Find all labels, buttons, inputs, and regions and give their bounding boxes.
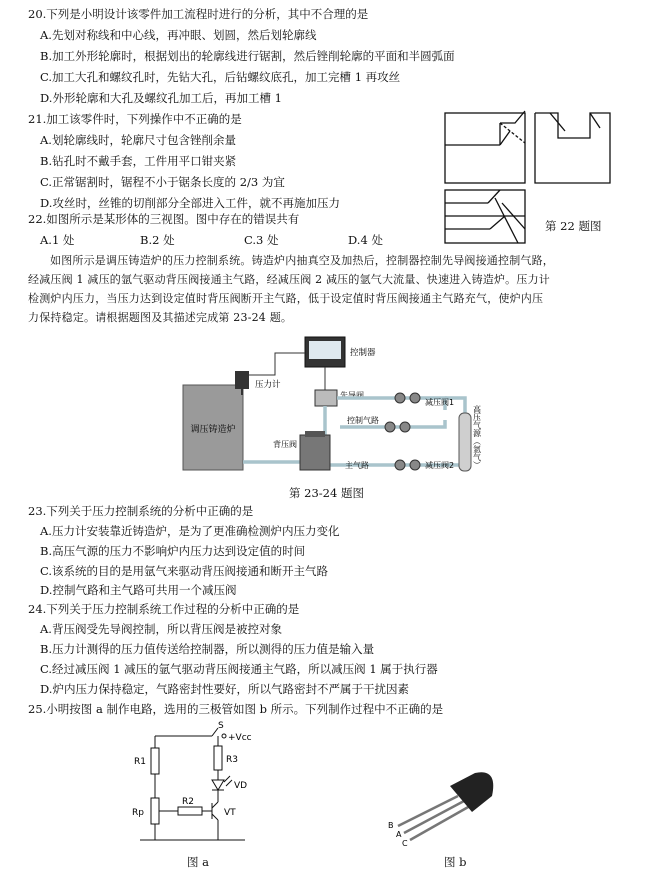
q24-option-b: B.压力计测得的压力值传送给控制器，所以测得的压力值是输入量: [40, 642, 375, 656]
passage-line-3: 检测炉内压力，当压力达到设定值时背压阀断开主气路，低于设定值时背压阀接通主气路充气，使炉内压: [28, 292, 544, 305]
q22-option-d: D.4 处: [348, 233, 383, 247]
r1-label: R1: [134, 757, 146, 767]
circuit-caption: 图 a: [187, 855, 210, 869]
pin-b-label: B: [388, 821, 394, 830]
reducer2-label: 减压阀2: [425, 461, 455, 470]
passage-line-4: 力保持稳定。请根据题图及其描述完成第 23-24 题。: [28, 311, 293, 324]
pressure-control-diagram: [175, 335, 495, 485]
vcc-label: +Vcc: [228, 733, 252, 743]
r2-label: R2: [182, 797, 194, 807]
transistor-caption: 图 b: [444, 855, 467, 869]
control-line-label: 控制气路: [347, 416, 379, 425]
q20-option-d: D.外形轮廓和大孔及螺纹孔加工后，再加工槽 1: [40, 91, 282, 105]
q21-option-b: B.钻孔时不戴手套，工件用平口钳夹紧: [40, 154, 237, 168]
vd-label: VD: [234, 781, 248, 791]
q22-caption: 第 22 题图: [545, 219, 602, 233]
controller-label: 控制器: [350, 348, 376, 358]
pilot-valve-label: 先导阀: [340, 391, 364, 400]
transistor-figure-b: [380, 768, 510, 848]
circuit-figure-a: [130, 718, 290, 848]
gauge-label: 压力计: [255, 380, 281, 390]
q21-option-c: C.正常锯割时，锯程不小于锯条长度的 2/3 为宜: [40, 175, 285, 189]
switch-label: S: [218, 721, 224, 731]
q21-option-d: D.攻丝时，丝锥的切削部分全部进入工件，就不再施加压力: [40, 196, 340, 210]
q21-stem: 21.加工该零件时，下列操作中不正确的是: [28, 112, 242, 126]
q22-option-a: A.1 处: [40, 233, 75, 247]
q22-option-b: B.2 处: [140, 233, 175, 247]
q24-option-a: A.背压阀受先导阀控制，所以背压阀是被控对象: [40, 622, 282, 636]
passage-line-2: 经减压阀 1 减压的氩气驱动背压阀接通主气路，经减压阀 2 减压的氩气大流量、快速进入铸造炉。压力计: [28, 273, 550, 286]
furnace-label: 调压铸造炉: [190, 425, 236, 435]
main-line-label: 主气路: [345, 461, 369, 470]
pin-c-label: C: [402, 839, 408, 848]
pin-a-label: A: [396, 830, 402, 839]
q20-option-a: A.先划对称线和中心线，再冲眼、划圆，然后划轮廓线: [40, 28, 317, 42]
gas-source-label: 高压气源（氩气）: [472, 405, 482, 469]
q22-option-c: C.3 处: [244, 233, 279, 247]
q21-option-a: A.划轮廓线时，轮廓尺寸包含锉削余量: [40, 133, 236, 147]
reducer1-label: 减压阀1: [425, 398, 455, 407]
q23-option-c: C.该系统的目的是用氩气来驱动背压阀接通和断开主气路: [40, 564, 329, 578]
diagram-caption: 第 23-24 题图: [289, 486, 364, 500]
q25-stem: 25.小明按图 a 制作电路，选用的三极管如图 b 所示。下列制作过程中不正确的是: [28, 702, 444, 716]
passage-line-1: 如图所示是调压铸造炉的压力控制系统。铸造炉内抽真空及加热后，控制器控制先导阀接通控制气路，: [50, 254, 554, 267]
q23-option-a: A.压力计安装靠近铸造炉，是为了更准确检测炉内压力变化: [40, 524, 340, 538]
back-valve-label: 背压阀: [273, 440, 297, 449]
r3-label: R3: [226, 755, 238, 765]
q23-option-d: D.控制气路和主气路可共用一个减压阀: [40, 583, 237, 597]
q24-option-c: C.经过减压阀 1 减压的氩气驱动背压阀接通主气路，所以减压阀 1 属于执行器: [40, 662, 438, 676]
q24-option-d: D.炉内压力保持稳定，气路密封性要好，所以气路密封不严属于干扰因素: [40, 682, 409, 696]
q20-stem: 20.下列是小明设计该零件加工流程时进行的分析，其中不合理的是: [28, 7, 369, 21]
q23-option-b: B.高压气源的压力不影响炉内压力达到设定值的时间: [40, 544, 306, 558]
vt-label: VT: [224, 808, 236, 818]
q24-stem: 24.下列关于压力控制系统工作过程的分析中正确的是: [28, 602, 300, 616]
rp-label: Rp: [132, 808, 144, 818]
q23-stem: 23.下列关于压力控制系统的分析中正确的是: [28, 504, 254, 518]
q22-stem: 22.如图所示是某形体的三视图。图中存在的错误共有: [28, 212, 300, 226]
q20-option-b: B.加工外形轮廓时，根据划出的轮廓线进行锯割，然后锉削轮廓的平面和半圆弧面: [40, 49, 455, 63]
q20-option-c: C.加工大孔和螺纹孔时，先钻大孔，后钻螺纹底孔，加工完槽 1 再攻丝: [40, 70, 401, 84]
